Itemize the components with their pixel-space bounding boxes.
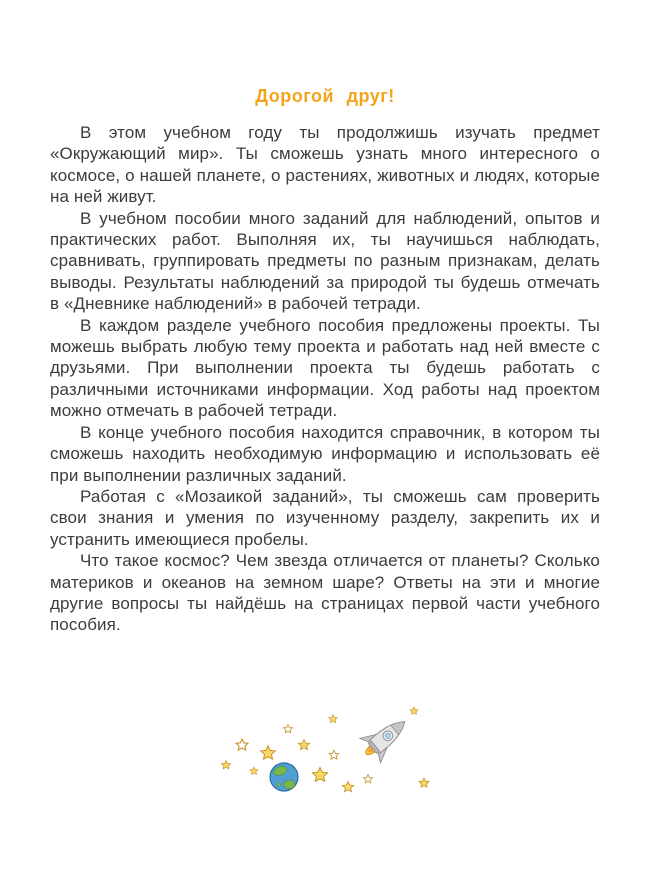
paragraph-5: Работая с «Мозаикой заданий», ты сможешь сам проверить свои знания и умения по изученному разделу, закрепить их и устранить имеющиеся пробелы.: [50, 486, 600, 549]
paragraph-3: В каждом разделе учебного пособия предложены проекты. Ты можешь выбрать любую тему проекта и работать над ней вместе с друзьями. При выполнении проекта ты будешь работать с различными источниками информации. Ход работы над проектом можно отмечать в рабочей тетради.: [50, 315, 600, 421]
star-icon: [329, 715, 338, 723]
star-icon: [364, 775, 373, 783]
star-icon: [261, 746, 276, 759]
star-icon: [222, 761, 231, 769]
star-icon: [343, 782, 354, 792]
rocket-earth-stars-illustration: [200, 695, 450, 807]
paragraph-6: Что такое космос? Чем звезда отличается от планеты? Сколько материков и океанов на земном шаре? Ответы на эти и многие другие вопросы ты найдёшь на страницах первой части учебного пособия.: [50, 551, 600, 635]
paragraph-2: В учебном пособии много заданий для наблюдений, опытов и практических работ. Выполняя их, ты научишься наблюдать, сравнивать, группировать предметы по разным признакам, делать выводы. Результаты наблюдений за природой ты будешь отмечать в «Дневнике наблюдений» в рабочей тетради.: [50, 208, 600, 314]
page-title: Дорогой друг!: [255, 86, 395, 106]
star-icon: [236, 739, 248, 750]
star-icon: [329, 750, 339, 759]
paragraph-1: В этом учебном году ты продолжишь изучать предмет «Окружающий мир». Ты сможешь узнать много интересного о космосе, о нашей планете, о растениях, животных и людях, которые на ней живут.: [50, 123, 600, 207]
body-text: [50, 122, 600, 636]
star-icon: [313, 768, 328, 782]
rocket-icon: [356, 709, 415, 766]
paragraph-4: В конце учебного пособия находится справочник, в котором ты сможешь находить необходимую информацию и использовать её при выполнении различных заданий.: [50, 422, 600, 485]
star-icon: [250, 767, 258, 774]
earth-icon: [270, 763, 298, 791]
star-icon: [410, 707, 418, 714]
illustration: [0, 695, 650, 807]
star-icon: [284, 725, 293, 733]
star-icon: [419, 778, 429, 787]
star-icon: [299, 740, 310, 750]
